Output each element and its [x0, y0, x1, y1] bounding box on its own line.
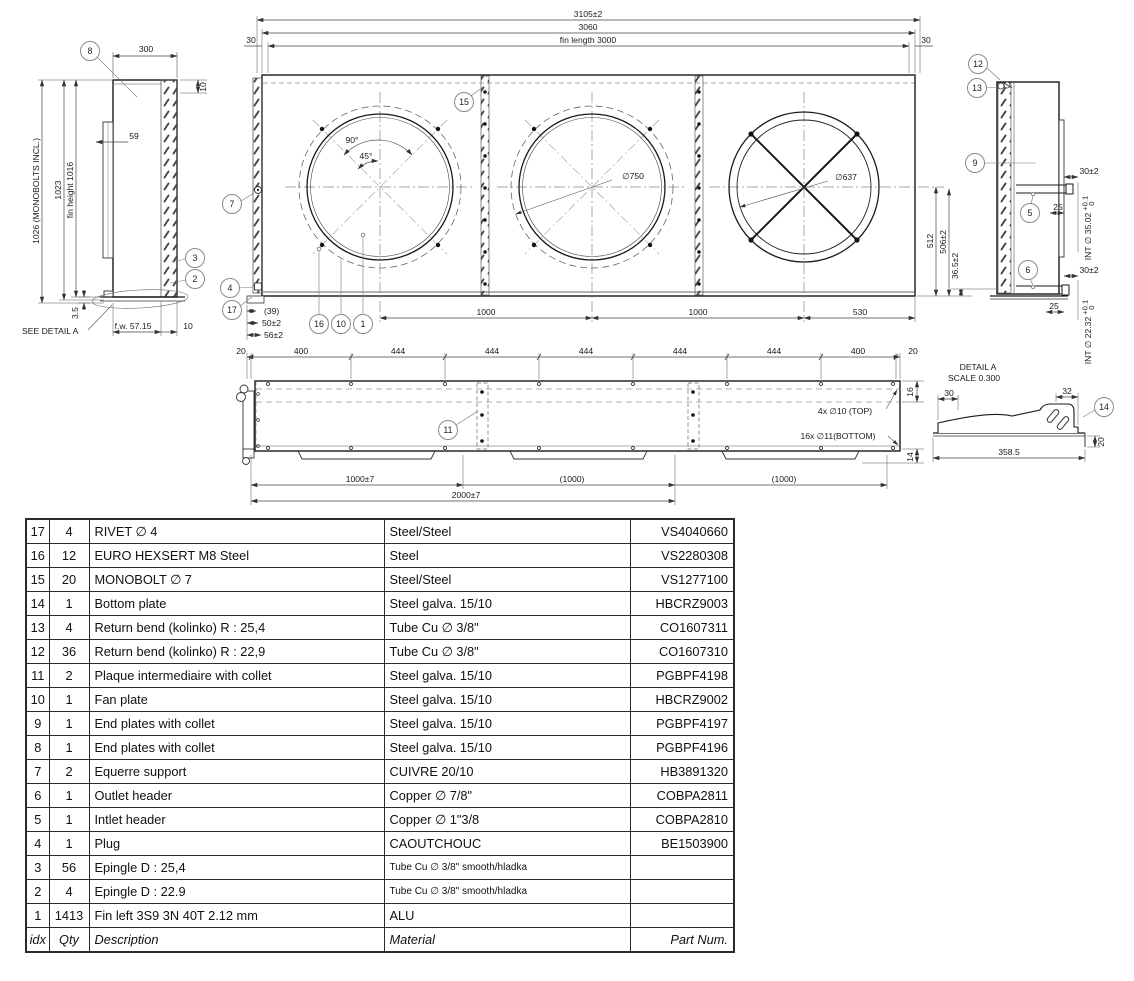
bom-cell-description: MONOBOLT ∅ 7 — [89, 568, 384, 592]
bom-cell-description: Epingle D : 25,4 — [89, 856, 384, 880]
bom-cell-description: Epingle D : 22.9 — [89, 880, 384, 904]
bom-cell-part: VS4040660 — [630, 519, 734, 544]
bom-cell-description: Intlet header — [89, 808, 384, 832]
bom-cell-part: VS1277100 — [630, 568, 734, 592]
balloon-5 — [1021, 192, 1040, 222]
bom-cell-material: Steel — [384, 544, 630, 568]
bom-cell-part: CO1607310 — [630, 640, 734, 664]
svg-text:1: 1 — [360, 319, 366, 329]
bom-row — [26, 688, 734, 712]
bom-cell-part — [630, 880, 734, 904]
bom-row — [26, 784, 734, 808]
bom-cell-description: Bottom plate — [89, 592, 384, 616]
bom-cell-idx: 5 — [26, 808, 49, 832]
bom-cell-qty: 56 — [49, 856, 89, 880]
balloon-11 — [439, 411, 479, 440]
svg-text:9: 9 — [972, 158, 978, 168]
bom-cell-description: Fan plate — [89, 688, 384, 712]
dim-int-35: INT ∅ 35.02+0.10 — [1080, 195, 1096, 261]
bom-cell-qty: 36 — [49, 640, 89, 664]
bom-cell-description: RIVET ∅ 4 — [89, 519, 384, 544]
bom-cell-part: HB3891320 — [630, 760, 734, 784]
detail-a-title: DETAIL A — [959, 362, 997, 372]
bom-table — [25, 518, 735, 953]
bom-cell-idx: 11 — [26, 664, 49, 688]
dim-16: 16 — [905, 387, 915, 397]
dim-bot-20l: 20 — [236, 346, 246, 356]
dim-3060: 3060 — [578, 22, 598, 32]
bom-cell-part: VS2280308 — [630, 544, 734, 568]
bom-cell-part: PGBPF4198 — [630, 664, 734, 688]
svg-text:17: 17 — [227, 305, 237, 315]
dim-bot-444d: 444 — [672, 346, 688, 356]
dim-fw: f.w. 57.15 — [114, 321, 152, 331]
bom-row — [26, 616, 734, 640]
dim-25-bot: 25 — [1049, 301, 1059, 311]
bom-row — [26, 568, 734, 592]
bom-cell-material: CAOUTCHOUC — [384, 832, 630, 856]
dim-10-top: 10 — [198, 82, 208, 92]
svg-text:3: 3 — [192, 253, 198, 263]
bom-cell-material: Steel galva. 15/10 — [384, 592, 630, 616]
dim-1000-7: 1000±7 — [345, 474, 375, 484]
dim-2000-7: 2000±7 — [451, 490, 481, 500]
balloon-12 — [969, 55, 1001, 81]
callout-holes-top: 4x ∅10 (TOP) — [817, 406, 873, 416]
bom-cell-idx: 1 — [26, 904, 49, 928]
svg-text:2: 2 — [192, 274, 198, 284]
dim-dia-637: ∅637 — [835, 172, 857, 182]
bom-cell-idx: 4 — [26, 832, 49, 856]
bom-row — [26, 904, 734, 928]
dim-512: 512 — [925, 233, 935, 249]
dim-bot-400r: 400 — [850, 346, 866, 356]
dim-10-bottom: 10 — [183, 321, 193, 331]
svg-text:4: 4 — [227, 283, 233, 293]
bom-cell-description: End plates with collet — [89, 736, 384, 760]
bom-cell-description: End plates with collet — [89, 712, 384, 736]
bom-cell-part: COBPA2811 — [630, 784, 734, 808]
balloon-14 — [1083, 398, 1114, 418]
bom-cell-material: ALU — [384, 904, 630, 928]
bom-cell-material: Tube Cu ∅ 3/8" smooth/hladka — [384, 856, 630, 880]
dim-bot-400l: 400 — [293, 346, 309, 356]
balloon-13 — [968, 79, 999, 98]
dim-bot-444c: 444 — [578, 346, 594, 356]
fan-opening-3 — [709, 92, 944, 322]
dim-3-5: 3.5 — [70, 307, 80, 319]
svg-text:14: 14 — [1099, 402, 1109, 412]
bom-cell-idx: 16 — [26, 544, 49, 568]
bom-cell-part — [630, 904, 734, 928]
bom-cell-idx: 13 — [26, 616, 49, 640]
fan-opening-2 — [497, 92, 687, 322]
dim-angle-90: 90° — [345, 135, 359, 145]
bom-row — [26, 592, 734, 616]
balloon-16 — [310, 247, 329, 333]
dim-506: 506±2 — [938, 230, 948, 254]
bom-cell-material: Steel/Steel — [384, 519, 630, 544]
bom-cell-qty: 4 — [49, 519, 89, 544]
bom-cell-material: Steel galva. 15/10 — [384, 736, 630, 760]
bom-cell-qty: 1 — [49, 784, 89, 808]
dim-bot-444e: 444 — [766, 346, 782, 356]
bom-row — [26, 712, 734, 736]
dim-30-right: 30 — [921, 35, 931, 45]
bom-cell-part: CO1607311 — [630, 616, 734, 640]
bom-cell-material: Steel galva. 15/10 — [384, 712, 630, 736]
bom-row — [26, 856, 734, 880]
fan-opening-1 — [285, 92, 475, 322]
bom-cell-qty: 1 — [49, 808, 89, 832]
svg-text:5: 5 — [1027, 208, 1033, 218]
bom-cell-part: HBCRZ9002 — [630, 688, 734, 712]
bom-footer-qty: Qty — [49, 928, 89, 953]
balloon-15 — [455, 87, 484, 112]
balloon-1 — [354, 233, 373, 333]
dim-dia-750: ∅750 — [622, 171, 644, 181]
bom-cell-material: Tube Cu ∅ 3/8" — [384, 640, 630, 664]
bom-cell-idx: 14 — [26, 592, 49, 616]
bom-cell-description: Return bend (kolinko) R : 25,4 — [89, 616, 384, 640]
svg-text:6: 6 — [1025, 265, 1031, 275]
dim-36-5: 36.5±2 — [950, 252, 960, 280]
bom-cell-idx: 17 — [26, 519, 49, 544]
bom-row — [26, 880, 734, 904]
dim-39: (39) — [264, 306, 280, 316]
balloon-6 — [1019, 261, 1038, 289]
view-bottom — [236, 346, 924, 505]
bom-cell-material: Steel/Steel — [384, 568, 630, 592]
dim-1000-b: 1000 — [688, 307, 708, 317]
bom-footer — [26, 928, 734, 953]
detail-dim-358-5: 358.5 — [998, 447, 1020, 457]
bom-cell-idx: 2 — [26, 880, 49, 904]
bom-cell-idx: 10 — [26, 688, 49, 712]
bom-cell-idx: 9 — [26, 712, 49, 736]
dim-bot-20r: 20 — [908, 346, 918, 356]
dim-1000-a: 1000 — [476, 307, 496, 317]
bom-cell-part — [630, 856, 734, 880]
bom-cell-idx: 3 — [26, 856, 49, 880]
bom-row — [26, 760, 734, 784]
svg-text:15: 15 — [459, 97, 469, 107]
bom-cell-material: Copper ∅ 1"3/8 — [384, 808, 630, 832]
dim-30-bot-right-view: 30±2 — [1079, 265, 1099, 275]
dim-30-top-right-view: 30±2 — [1079, 166, 1099, 176]
bom-cell-qty: 1413 — [49, 904, 89, 928]
bom-row — [26, 808, 734, 832]
bom-cell-material: Tube Cu ∅ 3/8" smooth/hladka — [384, 880, 630, 904]
bom-cell-qty: 1 — [49, 688, 89, 712]
svg-text:10: 10 — [336, 319, 346, 329]
dim-25-top: 25 — [1053, 202, 1063, 212]
svg-text:7: 7 — [229, 199, 235, 209]
svg-text:12: 12 — [973, 59, 983, 69]
svg-text:11: 11 — [443, 425, 453, 435]
bom-footer-idx: idx — [26, 928, 49, 953]
dim-bot-444a: 444 — [390, 346, 406, 356]
dim-530: 530 — [852, 307, 868, 317]
bom-cell-description: EURO HEXSERT M8 Steel — [89, 544, 384, 568]
bom-cell-description: Outlet header — [89, 784, 384, 808]
bom-row — [26, 519, 734, 544]
bom-cell-description: Equerre support — [89, 760, 384, 784]
bom-cell-qty: 1 — [49, 592, 89, 616]
dim-fin-length: fin length 3000 — [559, 35, 617, 45]
see-detail-a-label: SEE DETAIL A — [22, 326, 79, 336]
bom-cell-part: BE1503900 — [630, 832, 734, 856]
bom-footer-row — [26, 928, 734, 953]
bom-cell-description: Return bend (kolinko) R : 22,9 — [89, 640, 384, 664]
bom-body — [26, 519, 734, 928]
bom-footer-part: Part Num. — [630, 928, 734, 953]
bom-cell-material: Tube Cu ∅ 3/8" — [384, 616, 630, 640]
dim-fin-height: fin height 1016 — [65, 161, 75, 219]
bom-cell-qty: 2 — [49, 664, 89, 688]
callout-holes-bottom: 16x ∅11(BOTTOM) — [800, 431, 876, 441]
view-detail-a — [933, 362, 1106, 462]
bom-cell-idx: 7 — [26, 760, 49, 784]
bom-cell-description: Fin left 3S9 3N 40T 2.12 mm — [89, 904, 384, 928]
bom-cell-part: PGBPF4197 — [630, 712, 734, 736]
bom-row — [26, 544, 734, 568]
dim-1000-p2: (1000) — [771, 474, 797, 484]
bom-cell-qty: 1 — [49, 832, 89, 856]
dim-14: 14 — [905, 452, 915, 462]
bom-footer-material: Material — [384, 928, 630, 953]
dim-1000-p1: (1000) — [559, 474, 585, 484]
bom-cell-description: Plug — [89, 832, 384, 856]
bom-cell-idx: 15 — [26, 568, 49, 592]
bom-footer-description: Description — [89, 928, 384, 953]
bom-row — [26, 736, 734, 760]
detail-dim-20: 20 — [1096, 437, 1106, 447]
dim-50: 50±2 — [262, 318, 282, 328]
dim-int-22: INT ∅ 22.32+0.10 — [1080, 299, 1096, 365]
bom-cell-part: PGBPF4196 — [630, 736, 734, 760]
bom-row — [26, 832, 734, 856]
bom-cell-material: Steel galva. 15/10 — [384, 688, 630, 712]
view-side-left — [22, 44, 208, 336]
dim-angle-45: 45° — [359, 151, 373, 161]
bom-cell-qty: 4 — [49, 880, 89, 904]
bom-cell-material: Steel galva. 15/10 — [384, 664, 630, 688]
bom-cell-idx: 6 — [26, 784, 49, 808]
detail-dim-32: 32 — [1062, 386, 1072, 396]
bom-row — [26, 664, 734, 688]
svg-text:16: 16 — [314, 319, 324, 329]
dim-56: 56±2 — [264, 330, 284, 340]
balloon-8 — [81, 42, 138, 98]
dim-300: 300 — [138, 44, 154, 54]
bom-cell-qty: 2 — [49, 760, 89, 784]
dim-59: 59 — [129, 131, 139, 141]
bom-cell-qty: 4 — [49, 616, 89, 640]
bom-cell-material: CUIVRE 20/10 — [384, 760, 630, 784]
bom-cell-qty: 20 — [49, 568, 89, 592]
view-front — [244, 9, 996, 340]
dim-3105: 3105±2 — [573, 9, 603, 19]
balloon-7 — [223, 193, 255, 214]
balloon-17 — [223, 297, 253, 320]
dim-bot-444b: 444 — [484, 346, 500, 356]
bom-row — [26, 640, 734, 664]
bom-cell-qty: 12 — [49, 544, 89, 568]
bom-cell-part: HBCRZ9003 — [630, 592, 734, 616]
svg-text:13: 13 — [972, 83, 982, 93]
detail-dim-30: 30 — [944, 388, 954, 398]
bom-cell-part: COBPA2810 — [630, 808, 734, 832]
balloon-4 — [221, 279, 254, 298]
svg-text:8: 8 — [87, 46, 93, 56]
bom-cell-qty: 1 — [49, 712, 89, 736]
dim-1023: 1023 — [53, 180, 63, 200]
view-side-right — [990, 82, 1099, 364]
detail-a-scale: SCALE 0.300 — [947, 373, 1001, 383]
bom-cell-idx: 8 — [26, 736, 49, 760]
bom-cell-idx: 12 — [26, 640, 49, 664]
dim-30-left: 30 — [246, 35, 256, 45]
dim-1026: 1026 (MONOBOLTS INCL.) — [31, 138, 41, 244]
bom-cell-qty: 1 — [49, 736, 89, 760]
bom-cell-material: Copper ∅ 7/8" — [384, 784, 630, 808]
bom-cell-description: Plaque intermediaire with collet — [89, 664, 384, 688]
